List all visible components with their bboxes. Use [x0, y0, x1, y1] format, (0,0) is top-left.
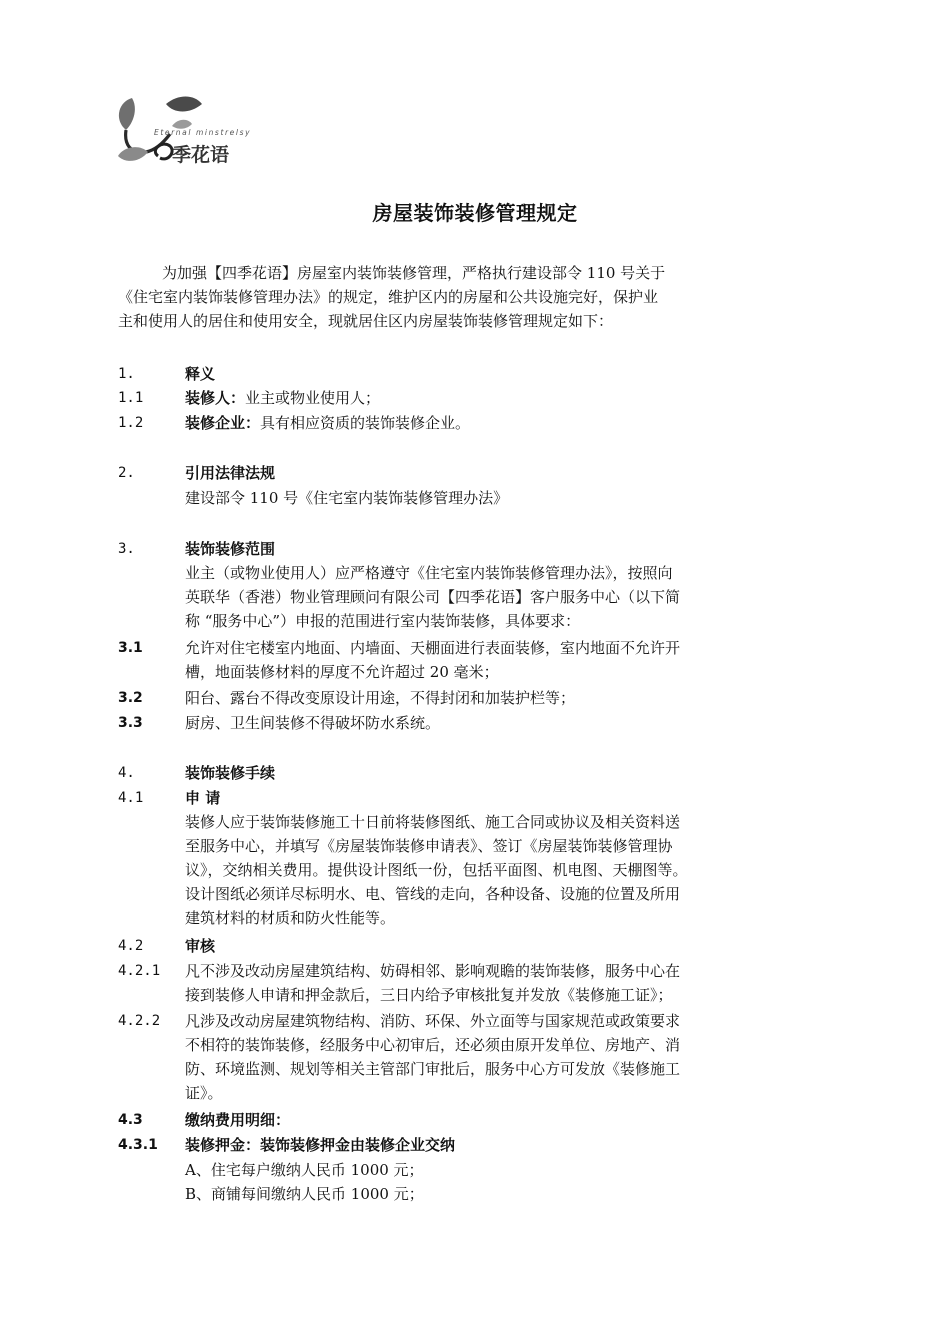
- body-line: 建筑材料的材质和防火性能等。: [185, 909, 396, 927]
- clause-3-1-body: [185, 636, 835, 684]
- logo-brand: 季花语: [172, 144, 230, 166]
- clause-term: 装修企业：: [185, 414, 261, 432]
- clause-term: 装修人：: [185, 389, 246, 407]
- body-line: 至服务中心，并填写《房屋装饰装修申请表》、签订《房屋装饰装修管理协: [185, 837, 673, 855]
- body-line: 装修人应于装饰装修施工十日前将装修图纸、施工合同或协议及相关资料送: [185, 813, 681, 831]
- clause-number: 3.3: [118, 715, 143, 731]
- clause-text: 阳台、露台不得改变原设计用途，不得封闭和加装护栏等；: [185, 689, 576, 707]
- section-3-body: [185, 561, 835, 633]
- page-title: 房屋装饰装修管理规定: [372, 201, 578, 225]
- body-line: 业主（或物业使用人）应严格遵守《住宅室内装饰装修管理办法》，按照向: [185, 564, 673, 582]
- intro-line: 主和使用人的居住和使用安全，现就居住区内房屋装饰装修管理规定如下：: [118, 312, 614, 330]
- body-line: 不相符的装饰装修，经服务中心初审后，还必须由原开发单位、房地产、消: [185, 1036, 681, 1054]
- clause-number: 4.2.2: [118, 1013, 161, 1029]
- intro-paragraph: [118, 261, 838, 333]
- clause-definition: 业主或物业使用人；: [245, 389, 381, 407]
- clause-number: 4.3: [118, 1112, 143, 1128]
- body-line: 凡不涉及改动房屋建筑结构、妨碍相邻、影响观瞻的装饰装修，服务中心在: [185, 962, 681, 980]
- clause-4-1-body: [185, 810, 835, 930]
- clause-number: 1.2: [118, 415, 144, 431]
- intro-line: 为加强【四季花语】房屋室内装饰装修管理，严格执行建设部令 110 号关于: [162, 264, 666, 282]
- clause-heading: 装修押金：装饰装修押金由装修企业交纳: [185, 1136, 456, 1154]
- body-line: 议》，交纳相关费用。提供设计图纸一份，包括平面图、机电图、天棚图等。: [185, 861, 688, 879]
- section-number: 4.: [118, 765, 135, 781]
- section-number: 2.: [118, 465, 135, 481]
- body-line: 证》。: [185, 1084, 223, 1102]
- body-line: 防、环境监测、规划等相关主管部门审批后，服务中心方可发放《装修施工: [185, 1060, 681, 1078]
- clause-text: 厨房、卫生间装修不得破坏防水系统。: [185, 714, 441, 732]
- clause-heading: 缴纳费用明细：: [185, 1111, 291, 1129]
- clause-definition: 具有相应资质的装饰装修企业。: [260, 414, 471, 432]
- company-logo: [112, 92, 272, 178]
- fee-item: B、商铺每间缴纳人民币 1000 元；: [185, 1185, 424, 1203]
- body-line: 英联华（香港）物业管理顾问有限公司【四季花语】客户服务中心（以下简: [185, 588, 681, 606]
- clause-number: 4.2.1: [118, 963, 161, 979]
- section-title: 装饰装修范围: [185, 540, 276, 558]
- clause-text: [185, 411, 470, 435]
- clause-4-2-1-body: [185, 959, 835, 1007]
- intro-line: 《住宅室内装饰装修管理办法》的规定，维护区内的房屋和公共设施完好，保护业: [118, 288, 659, 306]
- fee-item: A、住宅每户缴纳人民币 1000 元；: [185, 1161, 424, 1179]
- body-line: 槽，地面装修材料的厚度不允许超过 20 毫米；: [185, 663, 499, 681]
- section-title: 装饰装修手续: [185, 764, 276, 782]
- clause-number: 4.2: [118, 938, 144, 954]
- section-number: 3.: [118, 541, 135, 557]
- clause-heading: 审核: [185, 937, 216, 955]
- clause-4-3-1-body: [185, 1158, 835, 1206]
- clause-number: 1.1: [118, 390, 144, 406]
- section-title: 释义: [185, 365, 216, 383]
- logo-tagline: Eternal minstrelsy: [154, 128, 252, 137]
- clause-text: [185, 386, 380, 410]
- clause-heading: 申 请: [185, 789, 221, 807]
- section-title: 引用法律法规: [185, 464, 276, 482]
- body-line: 设计图纸必须详尽标明水、电、管线的走向，各种设备、设施的位置及所用: [185, 885, 681, 903]
- clause-number: 3.1: [118, 640, 143, 656]
- clause-number: 4.1: [118, 790, 144, 806]
- body-line: 允许对住宅楼室内地面、内墙面、天棚面进行表面装修，室内地面不允许开: [185, 639, 681, 657]
- body-line: 接到装修人申请和押金款后，三日内给予审核批复并发放《装修施工证》；: [185, 986, 673, 1004]
- section-number: 1.: [118, 366, 135, 382]
- clause-number: 4.3.1: [118, 1137, 158, 1153]
- body-line: 建设部令 110 号《住宅室内装饰装修管理办法》: [185, 489, 509, 507]
- clause-4-2-2-body: [185, 1009, 835, 1105]
- body-line: 凡涉及改动房屋建筑物结构、消防、环保、外立面等与国家规范或政策要求: [185, 1012, 681, 1030]
- clause-number: 3.2: [118, 690, 143, 706]
- body-line: 称 “服务中心”）申报的范围进行室内装饰装修，具体要求：: [185, 612, 581, 630]
- section-2-body: [185, 486, 835, 510]
